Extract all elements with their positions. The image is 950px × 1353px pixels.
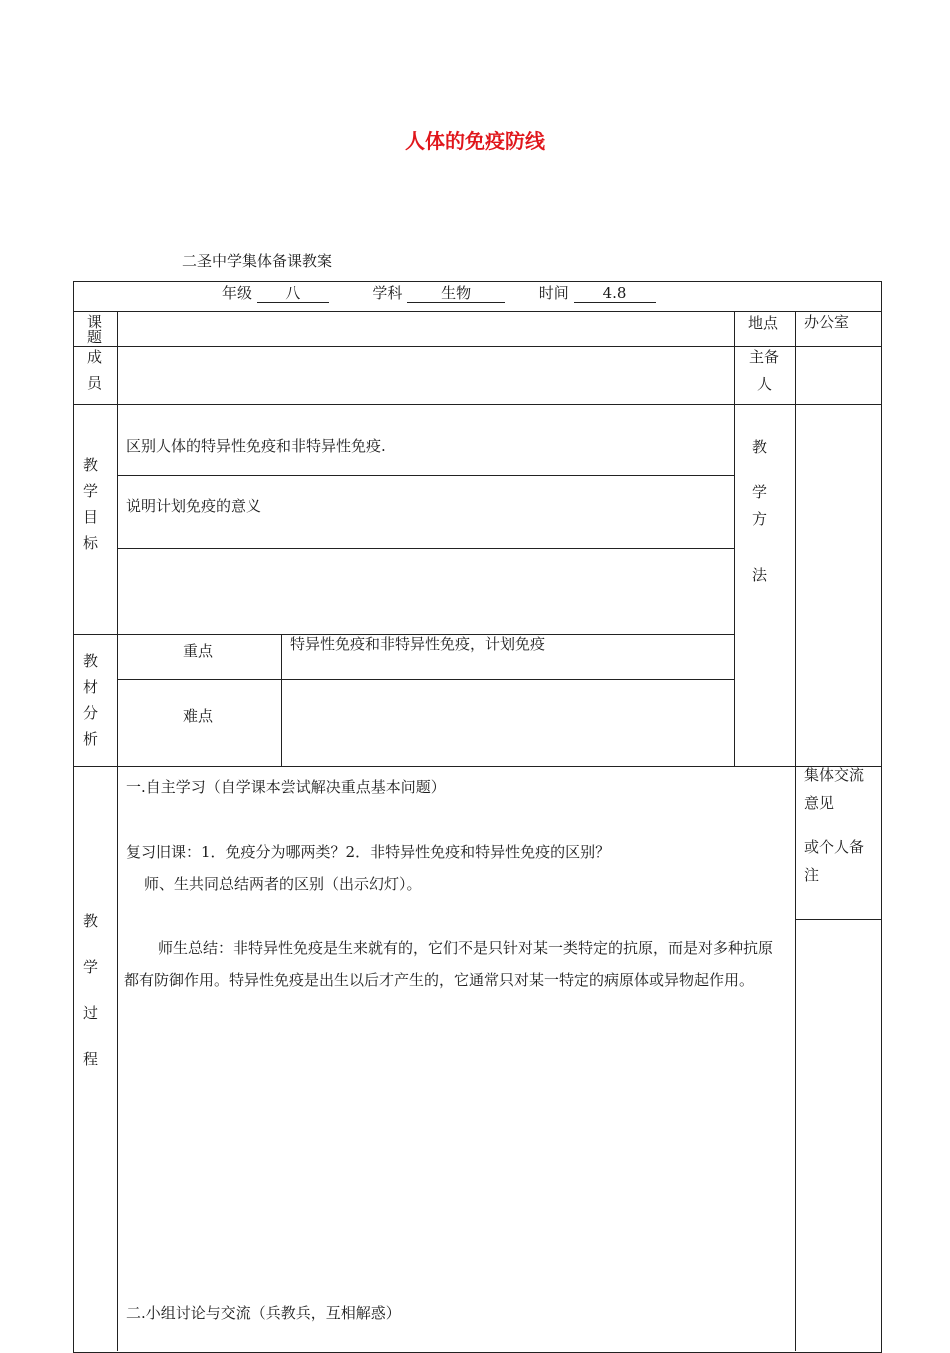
difficulty-label: 难点	[183, 707, 214, 725]
objective-item: 区别人体的特异性免疫和非特异性免疫.	[126, 437, 386, 455]
page-title: 人体的免疫防线	[405, 129, 545, 153]
key-point-value: 特异性免疫和非特异性免疫，计划免疫	[290, 635, 546, 653]
discussion-note: 师、生共同总结两者的区别（出示幻灯）。	[144, 875, 422, 893]
place-label: 地点	[748, 314, 779, 332]
summary-paragraph: 师生总结：非特异性免疫是生来就有的，它们不是只针对某一类特定的抗原，而是对多种抗原都有防御作用。特异性免疫是出生以后才产生的，它通常只对某一特定的病原体或异物起作用。	[124, 939, 774, 989]
section-self-study: 一.自主学习（自学课本尝试解决重点基本问题）	[126, 778, 446, 796]
grade-label: 年级	[222, 284, 253, 302]
grade-value: 八	[257, 285, 329, 303]
members-label-2: 员	[87, 374, 103, 392]
topic-label-1: 课	[87, 313, 103, 331]
subject-value: 生物	[407, 285, 505, 303]
review-question: 复习旧课：1．免疫分为哪两类？2．非特异性免疫和特异性免疫的区别？	[126, 843, 611, 861]
process-label: 教 学 过 程	[83, 912, 99, 1068]
key-point-label: 重点	[183, 642, 214, 660]
place-value: 办公室	[804, 313, 850, 331]
lead-teacher-label-1: 主备	[749, 348, 780, 366]
objective-item: 说明计划免疫的意义	[126, 497, 262, 515]
subject-label: 学科	[372, 284, 403, 302]
section-group-discussion: 二.小组讨论与交流（兵教兵，互相解惑）	[126, 1304, 401, 1322]
time-value: 4.8	[574, 285, 656, 303]
school-name: 二圣中学集体备课教案	[182, 252, 333, 270]
time-label: 时间	[538, 284, 569, 302]
analysis-label: 教 材 分 析	[83, 652, 99, 748]
header-row	[222, 284, 656, 303]
lead-teacher-label-2: 人	[757, 375, 773, 393]
objectives-label: 教 学 目 标	[83, 456, 99, 552]
topic-label-2: 题	[87, 328, 103, 346]
members-label-1: 成	[87, 348, 103, 366]
